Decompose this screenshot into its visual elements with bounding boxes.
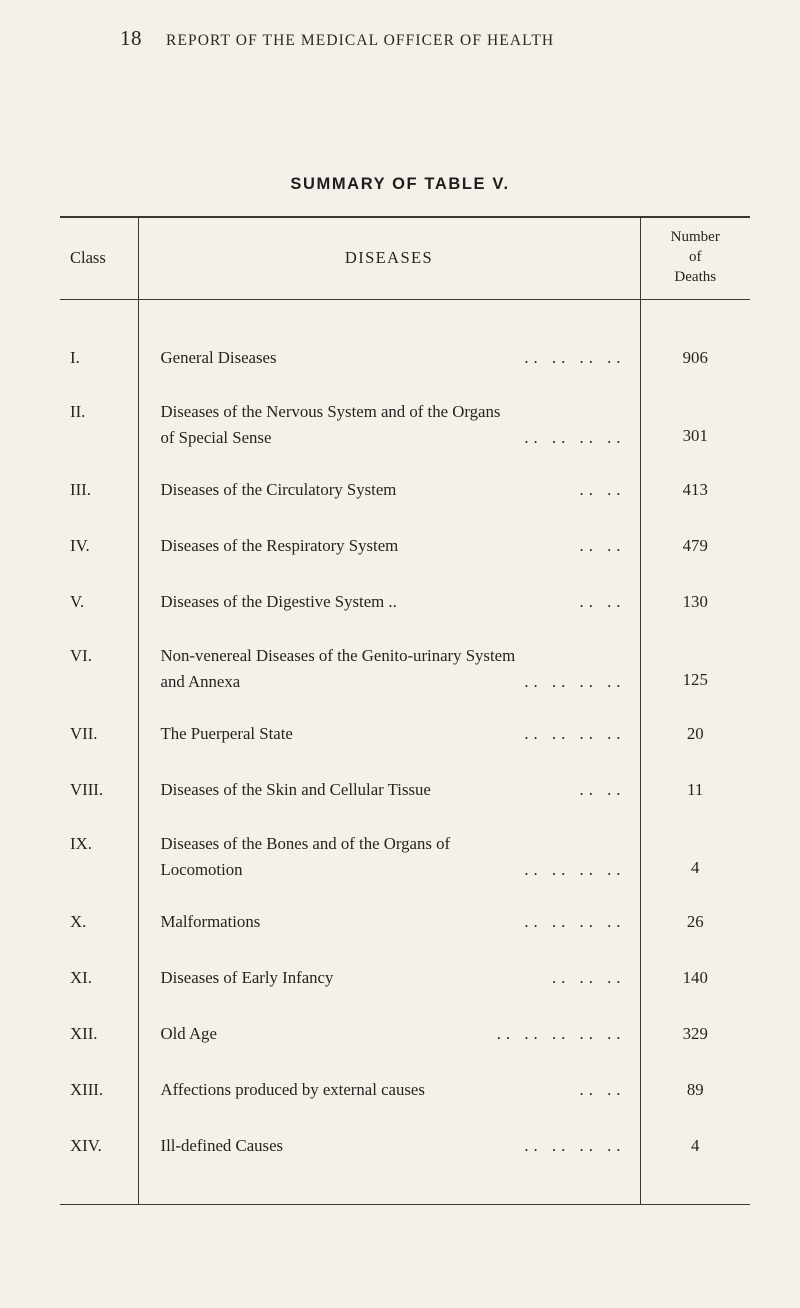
row-disease [138,950,640,1006]
row-class: I. [60,330,138,386]
row-disease [138,762,640,818]
table-row [60,894,750,950]
header-class: Class [60,218,138,299]
row-leaders: .. .. .. .. [524,672,626,692]
row-deaths: 89 [686,1080,704,1100]
row-class: VI. [60,630,138,706]
row-disease-line1: Non-venereal Diseases of the Genito-urinary System [160,646,516,666]
table-row [60,1118,750,1174]
row-deaths: 301 [682,426,708,446]
row-leaders: .. .. .. .. [524,724,626,744]
table-spacer [60,300,750,331]
table-bottom-rule [60,1205,750,1206]
table-header-row [60,218,750,299]
row-deaths: 125 [682,670,708,690]
row-class: VII. [60,706,138,762]
row-disease [138,818,640,894]
row-leaders: .. .. .. .. [524,428,626,448]
row-disease-line1: Diseases of Early Infancy [160,968,334,988]
row-disease [138,1118,640,1174]
row-leaders: .. .. [579,592,626,612]
running-head [60,26,740,51]
page-title: SUMMARY OF TABLE V. [290,175,510,193]
row-leaders: .. .. [579,536,626,556]
table-row [60,518,750,574]
row-disease [138,894,640,950]
row-disease-line1: Old Age [160,1024,217,1044]
row-leaders: .. .. .. .. [524,1136,626,1156]
row-disease-line1: Diseases of the Skin and Cellular Tissue [160,780,431,800]
table-row [60,762,750,818]
row-deaths: 4 [691,1136,700,1156]
table-head [60,217,750,300]
row-class: XI. [60,950,138,1006]
row-class: VIII. [60,762,138,818]
table-row [60,330,750,386]
row-disease-line1: General Diseases [160,348,277,368]
row-deaths: 329 [682,1024,708,1044]
table-row [60,386,750,462]
table-row [60,950,750,1006]
row-class: V. [60,574,138,630]
header-number-line1: Number [670,229,720,245]
row-disease [138,518,640,574]
row-disease-line1: Diseases of the Digestive System .. [160,592,397,612]
row-disease [138,706,640,762]
row-leaders: .. .. .. [551,968,626,988]
row-class: XII. [60,1006,138,1062]
row-class: III. [60,462,138,518]
row-leaders: .. .. .. .. .. [496,1024,626,1044]
row-disease [138,386,640,462]
row-class: XIII. [60,1062,138,1118]
row-disease [138,630,640,706]
row-deaths: 11 [687,780,704,800]
table-row [60,1062,750,1118]
row-leaders: .. .. [579,1080,626,1100]
row-disease-line2: .. .. .. .. Locomotion [160,860,626,880]
row-deaths: 130 [682,592,708,612]
running-head-title: REPORT OF THE MEDICAL OFFICER OF HEALTH [166,32,555,49]
row-disease [138,574,640,630]
header-number-of-deaths [640,218,750,299]
table-row [60,630,750,706]
row-disease [138,1006,640,1062]
row-class: II. [60,386,138,462]
row-disease [138,330,640,386]
row-leaders: .. .. [579,780,626,800]
table-spacer [60,1174,750,1205]
table-body [60,300,750,1206]
row-deaths: 20 [686,724,704,744]
row-disease-line1: Diseases of the Nervous System and of the Organs [160,402,501,422]
row-class: IX. [60,818,138,894]
row-class: X. [60,894,138,950]
header-number-line3: Deaths [674,268,717,285]
row-disease-line1: Ill-defined Causes [160,1136,284,1156]
row-disease-line1: Diseases of the Respiratory System [160,536,399,556]
row-class: IV. [60,518,138,574]
row-deaths: 479 [682,536,708,556]
summary-table [60,216,750,1205]
row-deaths: 26 [686,912,704,932]
header-number-line2: of [689,248,702,265]
header-diseases: DISEASES [138,218,640,299]
row-class: XIV. [60,1118,138,1174]
row-disease-line1: Malformations [160,912,261,932]
row-deaths: 906 [682,348,708,368]
row-disease-line1: Diseases of the Circulatory System [160,480,397,500]
row-disease-line2: .. .. .. .. of Special Sense [160,428,626,448]
table-row [60,818,750,894]
table-row [60,1006,750,1062]
row-deaths: 413 [682,480,708,500]
row-disease-line1: Affections produced by external causes [160,1080,425,1100]
table-row [60,706,750,762]
row-leaders: .. .. .. .. [524,348,626,368]
table-row [60,462,750,518]
page-number: 18 [120,26,142,50]
row-disease-line1: The Puerperal State [160,724,293,744]
row-leaders: .. .. .. .. [524,860,626,880]
row-leaders: .. .. .. .. [524,912,626,932]
row-disease-line2: .. .. .. .. and Annexa [160,672,626,692]
row-deaths: 140 [682,968,708,988]
row-leaders: .. .. [579,480,626,500]
row-disease-line1: Diseases of the Bones and of the Organs of [160,834,451,854]
row-deaths: 4 [691,858,700,878]
row-disease [138,1062,640,1118]
table-row [60,574,750,630]
row-disease [138,462,640,518]
